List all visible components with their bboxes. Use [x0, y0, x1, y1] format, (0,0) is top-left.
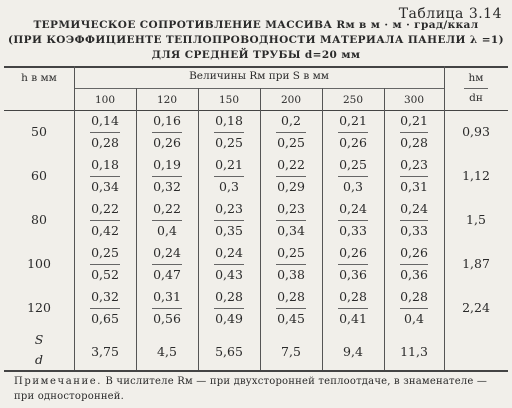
fraction-line — [214, 176, 244, 177]
numerator-value: 0,25 — [339, 157, 367, 172]
fraction-line — [214, 220, 244, 221]
denominator-value: 0,35 — [215, 223, 243, 238]
row-h-value: 50 — [31, 124, 47, 139]
table-note — [14, 374, 504, 404]
ratio-header-top: hм — [468, 72, 484, 84]
denominator-value: 0,38 — [277, 267, 305, 282]
numerator-value: 0,23 — [215, 201, 243, 216]
s-column-header: 300 — [403, 94, 425, 106]
fraction-line — [152, 308, 182, 309]
table-title-line-1: ТЕРМИЧЕСКОЕ СОПРОТИВЛЕНИЕ МАССИВА Rм в м · м · град/ккал — [33, 19, 479, 31]
numerator-value: 0,14 — [91, 113, 119, 128]
numerator-value: 0,28 — [400, 289, 428, 304]
denominator-value: 0,3 — [219, 179, 239, 194]
numerator-value: 0,22 — [153, 201, 181, 216]
fraction-line — [276, 264, 306, 265]
row-h-value: 120 — [27, 300, 51, 315]
sd-value: 9,4 — [343, 344, 363, 359]
sd-value: 3,75 — [91, 344, 119, 359]
numerator-value: 0,21 — [215, 157, 243, 172]
denominator-value: 0,25 — [277, 135, 305, 150]
denominator-value: 0,28 — [400, 135, 428, 150]
row-h-value: 100 — [27, 256, 51, 271]
denominator-value: 0,26 — [339, 135, 367, 150]
fraction-line — [152, 220, 182, 221]
denominator-value: 0,28 — [91, 135, 119, 150]
denominator-value: 0,41 — [339, 311, 367, 326]
denominator-value: 0,33 — [339, 223, 367, 238]
denominator-value: 0,34 — [91, 179, 119, 194]
numerator-value: 0,2 — [281, 113, 301, 128]
resistance-table — [4, 66, 508, 370]
denominator-value: 0,42 — [91, 223, 119, 238]
fraction-line — [90, 176, 120, 177]
denominator-value: 0,65 — [91, 311, 119, 326]
numerator-value: 0,18 — [215, 113, 243, 128]
fraction-line — [400, 264, 428, 265]
sd-value: 11,3 — [400, 344, 428, 359]
note-label: Примечание. — [14, 376, 103, 387]
fraction-line — [400, 132, 428, 133]
denominator-value: 0,45 — [277, 311, 305, 326]
table-number: Таблица 3.14 — [398, 6, 502, 22]
table-title-line-3: ДЛЯ СРЕДНЕЙ ТРУБЫ d=20 мм — [151, 49, 361, 61]
numerator-value: 0,26 — [339, 245, 367, 260]
fraction-line — [400, 176, 428, 177]
denominator-value: 0,33 — [400, 223, 428, 238]
fraction-line — [276, 176, 306, 177]
numerator-value: 0,28 — [339, 289, 367, 304]
sd-value: 7,5 — [281, 344, 301, 359]
numerator-value: 0,26 — [400, 245, 428, 260]
numerator-value: 0,28 — [215, 289, 243, 304]
fraction-line — [276, 132, 306, 133]
fraction-line — [90, 264, 120, 265]
numerator-value: 0,19 — [153, 157, 181, 172]
numerator-value: 0,24 — [153, 245, 181, 260]
fraction-line — [214, 132, 244, 133]
table-bottom-rule — [4, 370, 508, 372]
numerator-value: 0,25 — [91, 245, 119, 260]
s-column-header: 120 — [156, 94, 178, 106]
s-column-header: 150 — [218, 94, 240, 106]
fraction-line — [338, 308, 368, 309]
sd-value: 4,5 — [157, 344, 177, 359]
ratio-header-fraction-line — [464, 88, 488, 89]
header-bottom-line — [4, 110, 508, 111]
fraction-line — [214, 264, 244, 265]
denominator-value: 0,49 — [215, 311, 243, 326]
numerator-value: 0,22 — [277, 157, 305, 172]
numerator-value: 0,18 — [91, 157, 119, 172]
denominator-value: 0,4 — [404, 311, 424, 326]
fraction-line — [338, 132, 368, 133]
sd-label-top: S — [34, 332, 44, 347]
denominator-value: 0,26 — [153, 135, 181, 150]
row-h-value: 60 — [31, 168, 47, 183]
s-column-header: 250 — [342, 94, 364, 106]
fraction-line — [152, 264, 182, 265]
fraction-line — [152, 132, 182, 133]
fraction-line — [214, 308, 244, 309]
denominator-value: 0,25 — [215, 135, 243, 150]
denominator-value: 0,4 — [157, 223, 177, 238]
s-column-header: 200 — [280, 94, 302, 106]
fraction-line — [400, 220, 428, 221]
numerator-value: 0,25 — [277, 245, 305, 260]
numerator-value: 0,24 — [215, 245, 243, 260]
numerator-value: 0,31 — [153, 289, 181, 304]
fraction-line — [276, 308, 306, 309]
fraction-line — [338, 220, 368, 221]
fraction-line — [338, 176, 368, 177]
fraction-line — [90, 132, 120, 133]
numerator-value: 0,23 — [400, 157, 428, 172]
denominator-value: 0,36 — [339, 267, 367, 282]
row-ratio-value: 1,5 — [466, 212, 486, 227]
denominator-value: 0,47 — [153, 267, 181, 282]
group-header: Величины Rм при S в мм — [189, 70, 329, 82]
row-ratio-value: 1,87 — [462, 256, 490, 271]
sd-label-bottom: d — [34, 352, 43, 367]
denominator-value: 0,32 — [153, 179, 181, 194]
denominator-value: 0,29 — [277, 179, 305, 194]
numerator-value: 0,23 — [277, 201, 305, 216]
fraction-line — [276, 220, 306, 221]
denominator-value: 0,52 — [91, 267, 119, 282]
numerator-value: 0,32 — [91, 289, 119, 304]
s-column-header: 100 — [94, 94, 116, 106]
fraction-line — [152, 176, 182, 177]
fraction-line — [90, 220, 120, 221]
numerator-value: 0,28 — [277, 289, 305, 304]
table-top-rule — [4, 66, 508, 68]
h-column-header: h в мм — [21, 72, 57, 84]
group-divider — [74, 88, 444, 89]
fraction-line — [90, 308, 120, 309]
numerator-value: 0,24 — [339, 201, 367, 216]
denominator-value: 0,34 — [277, 223, 305, 238]
fraction-line — [338, 264, 368, 265]
row-ratio-value: 0,93 — [462, 124, 490, 139]
denominator-value: 0,31 — [400, 179, 428, 194]
note-text: В числителе Rм — при двухсторонней теплоотдаче, в знаменателе — при односторонней. — [14, 376, 488, 402]
numerator-value: 0,21 — [400, 113, 428, 128]
table-title-line-2: (ПРИ КОЭФФИЦИЕНТЕ ТЕПЛОПРОВОДНОСТИ МАТЕРИАЛА ПАНЕЛИ λ =1) — [8, 34, 504, 46]
row-h-value: 80 — [31, 212, 47, 227]
denominator-value: 0,56 — [153, 311, 181, 326]
denominator-value: 0,36 — [400, 267, 428, 282]
ratio-header-bottom: dн — [469, 92, 483, 104]
denominator-value: 0,3 — [343, 179, 363, 194]
sd-value: 5,65 — [215, 344, 243, 359]
row-ratio-value: 1,12 — [462, 168, 490, 183]
row-ratio-value: 2,24 — [462, 300, 490, 315]
numerator-value: 0,16 — [153, 113, 181, 128]
numerator-value: 0,22 — [91, 201, 119, 216]
numerator-value: 0,24 — [400, 201, 428, 216]
fraction-line — [400, 308, 428, 309]
denominator-value: 0,43 — [215, 267, 243, 282]
numerator-value: 0,21 — [339, 113, 367, 128]
